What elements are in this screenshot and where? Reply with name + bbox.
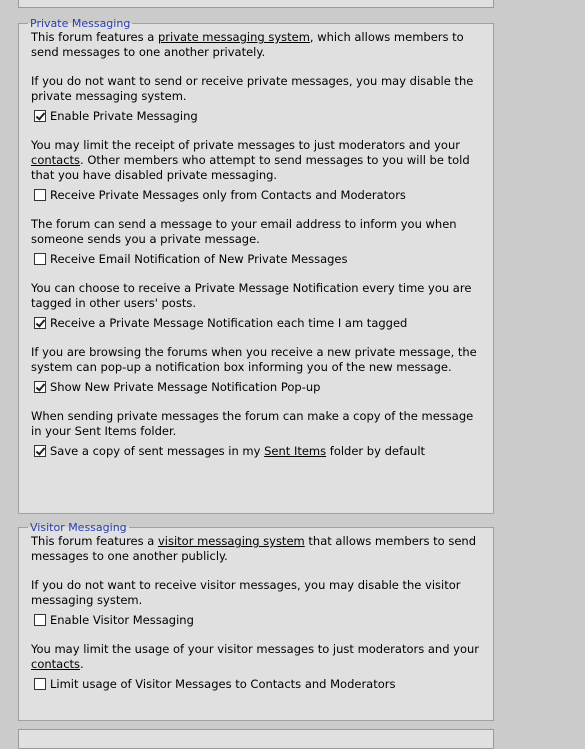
previous-section-edge [18,0,494,8]
visitor-messaging-fieldset [18,521,494,721]
next-section-edge [18,729,494,749]
email-notification-label: Receive Email Notification of New Private Messages [50,252,348,266]
enable-pm-option[interactable] [31,108,481,124]
limit-vm-label: Limit usage of Visitor Messages to Contacts and Moderators [50,677,396,691]
pm-intro-text: This forum features a private messaging system, which allows members to send messages to one another privately. [31,30,464,59]
vm-intro-text: This forum features a visitor messaging system that allows members to send messages to one another publicly. [31,534,477,563]
pm-tag-text: You can choose to receive a Private Message Notification every time you are tagged in other users' posts. [31,281,472,310]
save-copy-option[interactable] [31,443,481,459]
tag-notification-label: Receive a Private Message Notification each time I am tagged [50,316,408,330]
pm-copy-text: When sending private messages the forum can make a copy of the message in your Sent Items folder. [31,409,474,438]
contacts-link[interactable]: contacts [31,153,81,167]
save-copy-checkbox[interactable] [34,445,46,457]
enable-vm-label: Enable Visitor Messaging [50,613,194,627]
enable-pm-checkbox[interactable] [34,110,46,122]
private-messaging-system-link[interactable]: private messaging system [157,30,310,44]
popup-checkbox[interactable] [34,381,46,393]
enable-vm-checkbox[interactable] [34,614,46,626]
private-messaging-fieldset [18,17,494,514]
visitor-messaging-legend: Visitor Messaging [30,521,127,534]
popup-label: Show New Private Message Notification Pop-up [50,380,321,394]
save-copy-label: Save a copy of sent messages in my Sent Items folder by default [50,444,426,458]
contacts-only-option[interactable] [31,187,481,203]
pm-limit-text: You may limit the receipt of private messages to just moderators and your contacts. Other members who attempt to send messages to you will be told that you have disabled private messaging. [31,138,470,182]
popup-option[interactable] [31,379,481,395]
vm-contacts-link[interactable]: contacts [31,657,81,671]
visitor-messaging-system-link[interactable]: visitor messaging system [157,534,305,548]
vm-disable-text: If you do not want to receive visitor messages, you may disable the visitor messaging system. [31,578,461,607]
sent-items-link[interactable]: Sent Items [264,444,327,458]
email-notification-option[interactable] [31,251,481,267]
private-messaging-legend: Private Messaging [30,17,131,30]
email-notification-checkbox[interactable] [34,253,46,265]
enable-vm-option[interactable] [31,612,481,628]
enable-pm-label: Enable Private Messaging [50,109,198,123]
contacts-only-checkbox[interactable] [34,189,46,201]
pm-email-text: The forum can send a message to your email address to inform you when someone sends you a private message. [31,217,457,246]
tag-notification-checkbox[interactable] [34,317,46,329]
tag-notification-option[interactable] [31,315,481,331]
pm-popup-text: If you are browsing the forums when you receive a new private message, the system can pop-up a notification box informing you of the new message. [31,345,477,374]
limit-vm-option[interactable] [31,676,481,692]
vm-limit-text: You may limit the usage of your visitor messages to just moderators and your contacts. [31,642,480,671]
limit-vm-checkbox[interactable] [34,678,46,690]
contacts-only-label: Receive Private Messages only from Contacts and Moderators [50,188,406,202]
pm-disable-text: If you do not want to send or receive private messages, you may disable the private messaging system. [31,74,474,103]
